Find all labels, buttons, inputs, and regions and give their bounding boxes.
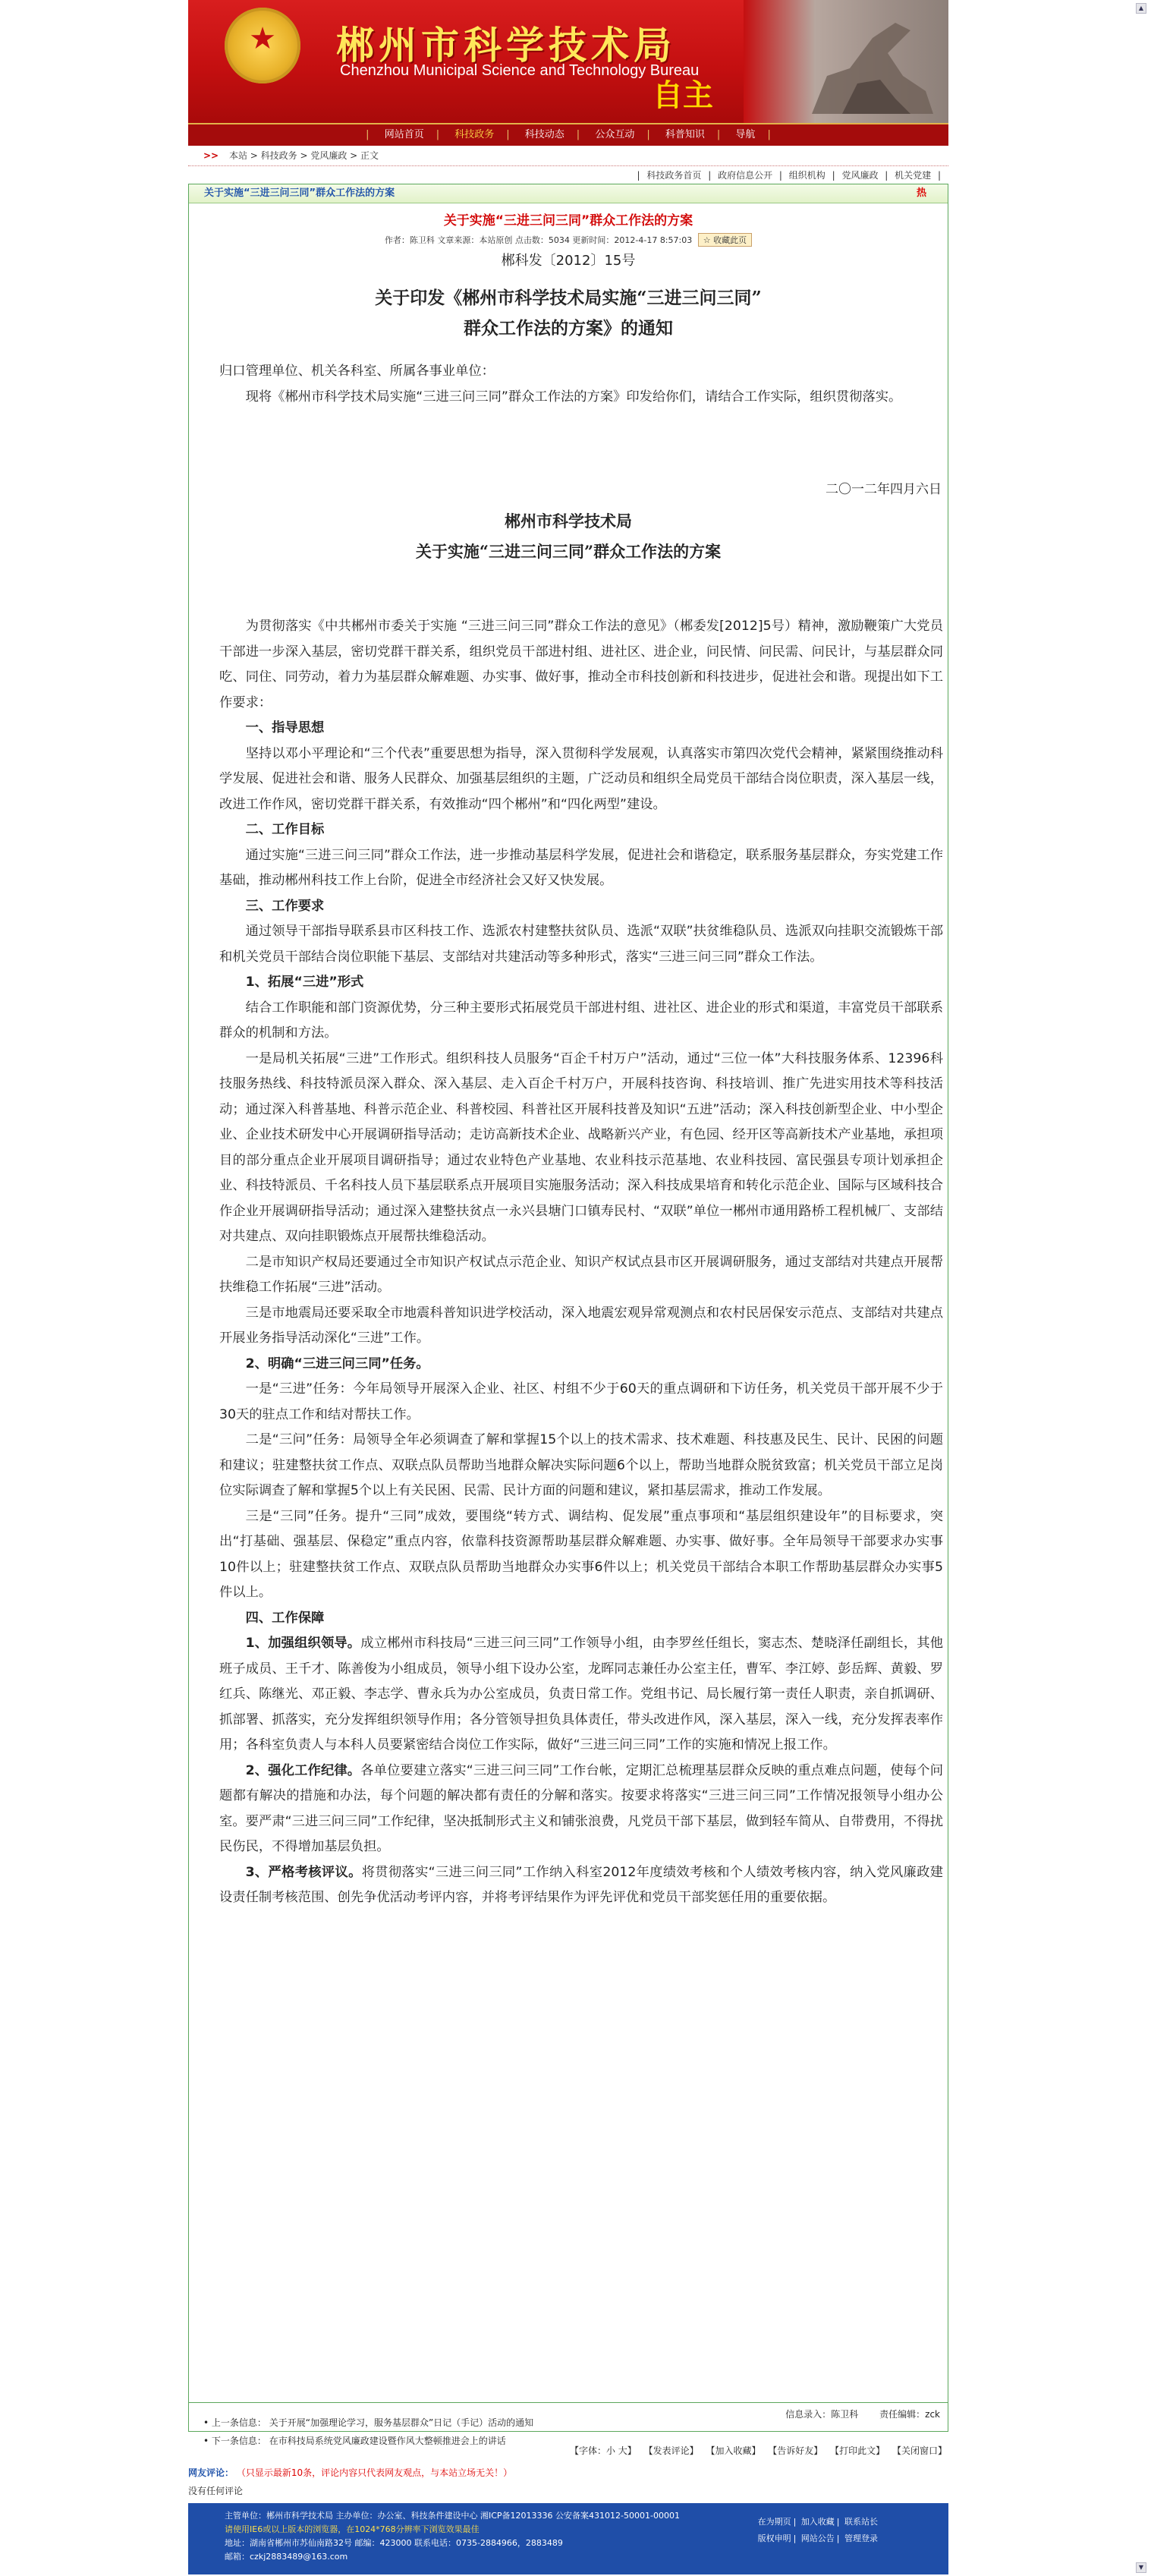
subnav-item-gov-home[interactable]: 科技政务首页	[646, 170, 702, 181]
footer-org-line: 主管单位：郴州市科学技术局 主办单位：办公室、科技条件建设中心 湘ICP备12013336 公安备案431012-50001-00001	[225, 2511, 680, 2521]
footer-email: 邮箱：czkj2883489@163.com	[225, 2552, 348, 2562]
nav-item-interact[interactable]: 公众互动	[595, 129, 635, 140]
section-heading-3: 三、工作要求	[245, 898, 325, 914]
paragraph-task-ask: 二是“三问”任务：局领导全年必须调查了解和掌握15个以上的技术需求、技术难题、科技惠及民生、民计、民困的问题和建议；驻建整扶贫工作点、双联点队员帮助当地群众解决实际问题6个以上，帮助当地群众脱贫致富；机关党员干部立足岗位实际调查了解和掌握5个以上有关民困、民需、民计方面的问题和建议，紧扣基层需求，推动工作发展。	[219, 1432, 943, 1498]
scroll-up-arrow-icon[interactable]: ▲	[1136, 3, 1146, 14]
paragraph-bureau: 一是局机关拓展“三进”工作形式。组织科技人员服务“百企千村万户”活动，通过“三位一体”大科技服务体系、12396科技服务热线、科技特派员深入群众、深入基层、走入百企千村万户，开展科技咨询、科技培训、推广先进实用技术等科技活动；通过深入科普基地、科普示范企业、科普校园、科普社区开展科技普及知识“五进”活动；深入科技创新型企业、中小型企业、企业技术研发中心开展调研指导活动；走访高新技术企业、战略新兴产业，有色园、经开区等高新技术产业基地，承担项目的部分重点企业开展项目调研指导；通过农业特色产业基地、农业科技示范基地、农业科技园、富民强县专项计划承担企业、科技特派员、千名科技人员下基层联系点开展项目实施服务活动；深入科技成果培育和转化示范企业、国际与区域科技合作企业开展调研指导活动；通过深入建整扶贫点一永兴县塘门口镇寿民村、“双联”单位一郴州市通用路桥工程机械厂、支部结对共建点、双向挂职锻炼点开展帮扶维稳活动。	[219, 1050, 943, 1244]
issue-date: 二〇一二年四月六日	[826, 482, 942, 497]
section-heading-1: 一、指导思想	[245, 720, 325, 735]
footer-link-favorite[interactable]: 加入收藏	[800, 2517, 835, 2527]
paragraph-ip-office: 二是市知识产权局还要通过全市知识产权试点示范企业、知识产权试点县市区开展调研服务，通过支部结对共建点开展帮扶维稳工作拓展“三进”活动。	[219, 1254, 943, 1295]
paragraph-preamble: 为贯彻落实《中共郴州市委关于实施 “三进三问三同”群众工作法的意见》（郴委发[2012]5号）精神，激励鞭策广大党员干部进一步深入基层，密切党群干群关系，组织党员干部进村组、进社区、进企业，问民情、问民需、问民计，与基层群众同吃、同住、同劳动，着力为基层群众解难题、办实事、做好事，推动全市科技创新和科技进步，促进社会和谐。现提出如下工作要求：	[219, 619, 943, 710]
paragraph-requirements: 通过领导干部指导联系县市区科技工作、选派农村建整扶贫队员、选派“双联”扶贫维稳队员、选派双向挂职交流锻炼干部和机关党员干部结合岗位职能下基层、支部结对共建活动等多种形式，落实“三进三问三同”群众工作法。	[219, 924, 943, 965]
paragraph-leadership	[219, 1631, 943, 1759]
font-size-tool[interactable]: 【字体：小 大】	[569, 2445, 637, 2456]
logo-mark-text: 自主	[653, 77, 713, 113]
article-meta-text: 作者：陈卫科 文章来源：本站原创 点击数：5034 更新时间：2012-4-17 8:57:03	[384, 235, 693, 245]
section-heading-2: 二、工作目标	[245, 822, 325, 837]
header-banner	[188, 0, 948, 123]
notice-title-line-2: 群众工作法的方案》的通知	[464, 318, 673, 339]
favorite-button[interactable]	[698, 233, 752, 247]
plan-title	[189, 506, 948, 567]
breadcrumb-item-gov[interactable]: 科技政务	[260, 150, 297, 161]
subnav-item-integrity[interactable]: 党风廉政	[841, 170, 879, 181]
salutation: 归口管理单位、机关各科室、所属各事业单位：	[219, 364, 495, 379]
comments-empty: 没有任何评论	[188, 2486, 244, 2496]
add-favorite-link[interactable]: 【加入收藏】	[706, 2445, 761, 2456]
notice-title-line-1: 关于印发《郴州市科学技术局实施“三进三问三同”	[375, 288, 762, 308]
footer-link-announce[interactable]: 网站公告	[800, 2533, 835, 2543]
next-article-link[interactable]: • 下一条信息： 在市科技局系统党风廉政建设暨作风大整顿推进会上的讲话	[203, 2436, 506, 2446]
footer-browser-note: 请使用IE6或以上版本的浏览器，在1024*768分辨率下浏览效果最佳	[225, 2524, 480, 2534]
nav-item-guide[interactable]: 导航	[735, 129, 756, 140]
footer-link-contact[interactable]: 联系站长	[844, 2517, 878, 2527]
plan-title-line-2: 关于实施“三进三问三同”群众工作法的方案	[415, 542, 722, 561]
plan-body	[189, 614, 948, 1911]
sculpture-icon	[797, 8, 941, 121]
comments-warning: （只显示最新10条，评论内容只代表网友观点，与本站立场无关！）	[236, 2467, 513, 2478]
article-tools	[188, 2444, 947, 2457]
breadcrumb-item-site[interactable]: 本站	[228, 150, 247, 161]
sub-nav: | 科技政务首页 | 政府信息公开 | 组织机构 | 党风廉政 | 机关党建 |	[637, 170, 941, 181]
next-article-text: 下一条信息： 在市科技局系统党风廉政建设暨作风大整顿推进会上的讲话	[211, 2436, 506, 2446]
text-discipline: 各单位要建立落实“三进三问三同”工作台帐，定期汇总梳理基层群众反映的重点难点问题，使每个问题都有解决的措施和办法，每个问题的解决都有责任的分解和落实。按要求将落实“三进三问三同”工作情况报领导小组办公室。要严肃“三进三问三同”工作纪律，坚决抵制形式主义和铺张浪费，凡党员干部下基层，做到轻车简从、自带费用，不得扰民伤民，不得增加基层负担。	[219, 1762, 943, 1854]
paragraph-task-share: 三是“三同”任务。提升“三同”成效，要围绕“转方式、调结构、促发展”重点事项和“基层组织建设年”的目标要求，突出“打基础、强基层、保稳定”重点内容，依靠科技资源帮助基层群众解难题、办实事、做好事。全年局领导干部要求办实事10件以上；驻建整扶贫工作点、双联点队员帮助当地群众办实事6件以上；机关党员干部结合本职工作帮助基层群众办实事5件以上。	[219, 1508, 943, 1600]
breadcrumb-item-current: 正文	[360, 150, 379, 161]
footer-address: 地址：湖南省郴州市苏仙南路32号 邮编：423000 联系电话：0735-2884966，2883489	[225, 2538, 563, 2548]
prev-article-link[interactable]: • 上一条信息： 关于开展“加强理论学习，服务基层群众”日记（手记）活动的通知	[203, 2417, 534, 2428]
nav-item-news[interactable]: 科技动态	[524, 129, 564, 140]
subsection-heading-3-2: 2、明确“三进三问三同”任务。	[245, 1356, 429, 1371]
comments-section	[188, 2464, 947, 2500]
card-header	[189, 184, 948, 203]
subsection-heading-3-1: 1、拓展“三进”形式	[245, 975, 364, 990]
page-wrapper	[188, 0, 948, 184]
scroll-down-arrow-icon[interactable]: ▼	[1136, 2562, 1146, 2573]
paragraph-goals: 通过实施“三进三问三同”群众工作法，进一步推动基层科学发展，促进社会和谐稳定，联系服务基层群众，夯实党建工作基础，推动郴州科技工作上台阶，促进全市经济社会又好又快发展。	[219, 847, 943, 888]
subnav-item-disclosure[interactable]: 政府信息公开	[718, 170, 773, 181]
text-assessment: 将贯彻落实“三进三问三同”工作纳入科室2012年度绩效考核和个人绩效考核内容，纳入党风廉政建设责任制考核范围、创先争优活动考评内容，并将考评结果作为评先评优和党员干部奖惩任用的重要依据。	[219, 1864, 944, 1905]
main-nav: | 网站首页 | 科技政务 | 科技动态 | 公众互动 | 科普知识 | 导航 |	[188, 123, 948, 146]
info-entry: 信息录入：陈卫科	[785, 2409, 859, 2420]
document-number: 郴科发〔2012〕15号	[501, 253, 636, 269]
prev-article-text: 上一条信息： 关于开展“加强理论学习，服务基层群众”日记（手记）活动的通知	[211, 2417, 534, 2428]
nav-item-science[interactable]: 科普知识	[665, 129, 705, 140]
post-comment-link[interactable]: 【发表评论】	[643, 2445, 699, 2456]
tell-friend-link[interactable]: 【告诉好友】	[768, 2445, 823, 2456]
card-header-title: 关于实施“三进三问三同”群众工作法的方案	[204, 187, 395, 199]
close-window-link[interactable]: 【关闭窗口】	[892, 2445, 947, 2456]
paragraph-task-visit: 一是“三进”任务：今年局领导开展深入企业、社区、村组不少于60天的重点调研和下访任务，机关党员干部开展不少于30天的驻点工作和结对帮扶工作。	[219, 1381, 943, 1422]
national-emblem-icon: ★	[225, 8, 300, 83]
article-title: 关于实施“三进三问三同”群众工作法的方案	[443, 213, 693, 228]
paragraph-earthquake-office: 三是市地震局还要采取全市地震科普知识进学校活动，深入地震宏观异常观测点和农村民居保安示范点、支部结对共建点开展业务指导活动深化“三进”工作。	[219, 1305, 943, 1346]
info-editor: 责任编辑：zck	[879, 2409, 940, 2420]
paragraph-guiding: 坚持以邓小平理论和“三个代表”重要思想为指导，深入贯彻科学发展观，认真落实市第四次党代会精神，紧紧围绕推动科学发展、促进社会和谐、服务人民群众、加强基层组织的主题，广泛动员和组织全局党员干部结合岗位职责，深入基层一线，改进工作作风，密切党群干群关系，有效推动“四个郴州”和“四化两型”建设。	[219, 745, 943, 812]
paragraph-forms: 结合工作职能和部门资源优势，分三种主要形式拓展党员干部进村组、进社区、进企业的形式和渠道，丰富党员干部联系群众的机制和方法。	[219, 1000, 943, 1041]
footer-link-copyright[interactable]: 版权申明	[757, 2533, 791, 2543]
article-card	[188, 184, 948, 2432]
lead-leadership: 1、加强组织领导。	[245, 1636, 361, 1651]
paragraph-assessment	[219, 1860, 943, 1911]
star-icon: ☆	[703, 235, 711, 245]
hot-badge: 热	[916, 187, 926, 199]
double-arrow-icon: >>	[203, 150, 219, 161]
breadcrumb-item-integrity[interactable]: 党风廉政	[310, 150, 348, 161]
breadcrumb: >> 本站 > 科技政务 > 党风廉政 > 正文	[188, 146, 948, 166]
nav-item-gov[interactable]: 科技政务	[454, 129, 495, 140]
paragraph-discipline	[219, 1759, 943, 1860]
plan-title-line-1: 郴州市科学技术局	[505, 512, 632, 531]
footer-link-home[interactable]: 在为期页	[757, 2517, 791, 2527]
article-meta	[189, 233, 948, 247]
site-name-cn: 郴州市科学技术局	[336, 23, 676, 68]
comments-label: 网友评论：	[188, 2467, 234, 2478]
nav-item-home[interactable]: 网站首页	[384, 129, 424, 140]
text-leadership: 成立郴州市科技局“三进三问三同”工作领导小组，由李罗丝任组长，窦志杰、楚晓泽任副组长，其他班子成员、王千才、陈善俊为小组成员，领导小组下设办公室，龙晖同志兼任办公室主任，曹军、李江婷、彭岳辉、黄毅、罗红兵、陈继光、邓正毅、李志学、曹永兵为办公室成员，负责日常工作。党组书记、局长履行第一责任人职责，亲自抓调研、抓部署、抓落实，充分发挥组织领导作用；各分管领导担负具体责任，带头改进作风，深入基层，深入一线，充分发挥表率作用；各科室负责人与本科人员要紧密结合岗位工作实际，做好“三进三问三同”工作的实施和情况上报工作。	[219, 1636, 943, 1752]
lead-assessment: 3、严格考核评议。	[245, 1864, 362, 1880]
footer-link-admin[interactable]: 管理登录	[844, 2533, 878, 2543]
sculpture-photo	[744, 0, 948, 123]
notice-title	[189, 283, 948, 344]
article-body	[189, 359, 948, 410]
section-heading-4: 四、工作保障	[245, 1610, 325, 1626]
subnav-item-party[interactable]: 机关党建	[895, 170, 932, 181]
subnav-item-org[interactable]: 组织机构	[788, 170, 826, 181]
site-name-en: Chenzhou Municipal Science and Technology Bureau	[340, 62, 700, 79]
intro-paragraph: 现将《郴州市科学技术局实施“三进三问三同”群众工作法的方案》印发给你们，请结合工作实际，组织贯彻落实。	[245, 389, 902, 405]
favorite-button-label: 收藏此页	[713, 235, 747, 245]
site-footer: 主管单位：郴州市科学技术局 主办单位：办公室、科技条件建设中心 湘ICP备12013336 公安备案431012-50001-00001 请使用IE6或以上版本的浏览器，在1024*768分辨率下浏览效果最佳 地址：湖南省郴州市苏仙南路32号 邮编：423000 联系电话：0735-2884966，2883489 邮箱：czkj2883489@163.com 在为期页 | 加入收藏 | 联系站长 版权申明 | 网站公告 | 管理登录	[188, 2503, 948, 2574]
lead-discipline: 2、强化工作纪律。	[245, 1762, 361, 1778]
print-link[interactable]: 【打印此文】	[830, 2445, 885, 2456]
